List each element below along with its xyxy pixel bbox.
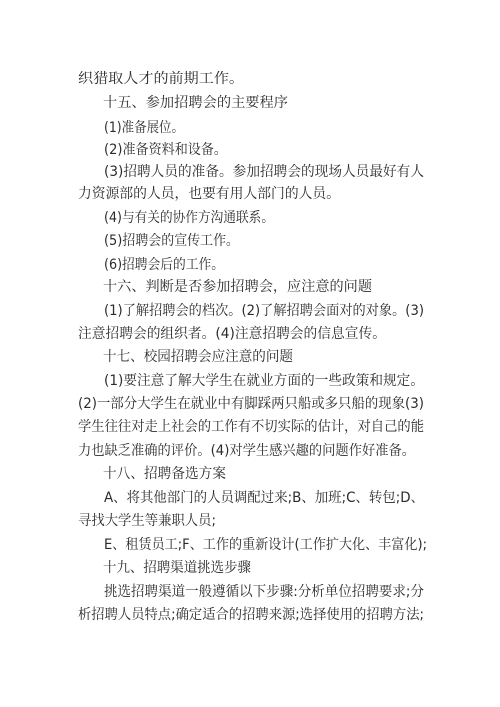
section-heading-18: 十八、招聘备选方案 bbox=[103, 466, 226, 482]
section-heading-16: 十六、判断是否参加招聘会，应注意的问题 bbox=[103, 279, 372, 295]
text-line: 析招聘人员特点;确定适合的招聘来源;选择使用的招聘方法; bbox=[78, 607, 424, 623]
text-line: 挑选招聘渠道一般遵循以下步骤:分析单位招聘要求;分 bbox=[104, 584, 424, 600]
text-line: 力资源部的人员，也要有用人部门的人员。 bbox=[78, 186, 340, 202]
text-line: (3)招聘人员的准备。参加招聘会的现场人员最好有人 bbox=[104, 164, 424, 180]
text-line: 力也缺乏准确的评价。(4)对学生感兴趣的问题作好准备。 bbox=[78, 443, 415, 459]
text-line: 织猎取人才的前期工作。 bbox=[78, 71, 244, 87]
text-line: (4)与有关的协作方沟通联系。 bbox=[104, 210, 274, 226]
text-line: A、将其他部门的人员调配过来;B、加班;C、转包;D、 bbox=[104, 490, 424, 506]
text-line: (2)一部分大学生在就业中有脚踩两只船或多只船的现象(3) bbox=[78, 396, 424, 412]
text-line: E、租赁员工;F、工作的重新设计(工作扩大化、丰富化); bbox=[104, 537, 427, 553]
text-line: 学生往往对走上社会的工作有不切实际的估计，对自己的能 bbox=[78, 419, 424, 435]
text-line: (1)了解招聘会的档次。(2)了解招聘会面对的对象。(3) bbox=[104, 303, 424, 319]
text-line: 注意招聘会的组织者。(4)注意招聘会的信息宣传。 bbox=[78, 326, 386, 342]
text-line: (1)准备展位。 bbox=[104, 120, 184, 136]
text-line: 寻找大学生等兼职人员; bbox=[78, 513, 216, 529]
text-line: (5)招聘会的宣传工作。 bbox=[104, 233, 239, 249]
section-heading-19: 十九、招聘渠道挑选步骤 bbox=[103, 560, 251, 576]
text-line: (6)招聘会后的工作。 bbox=[104, 257, 224, 273]
text-line: (2)准备资料和设备。 bbox=[104, 142, 227, 158]
section-heading-17: 十七、校园招聘会应注意的问题 bbox=[103, 349, 293, 365]
text-line: (1)要注意了解大学生在就业方面的一些政策和规定。 bbox=[104, 373, 424, 389]
section-heading-15: 十五、参加招聘会的主要程序 bbox=[103, 95, 288, 111]
